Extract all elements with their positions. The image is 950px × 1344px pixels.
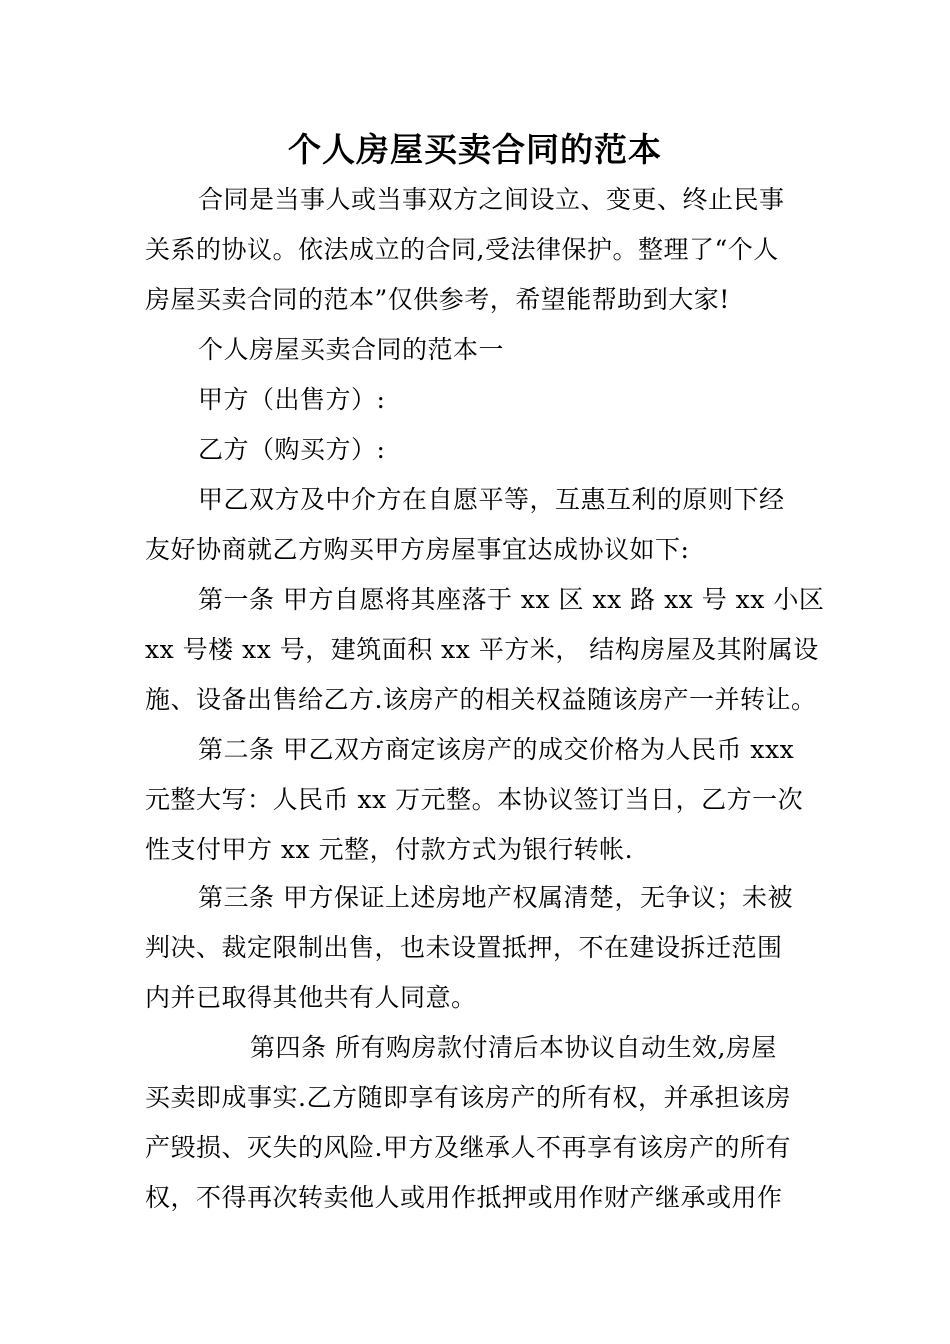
paragraph-line: 甲乙双方及中介方在自愿平等，互惠互利的原则下经 (198, 485, 785, 514)
paragraph-line: 内并已取得其他共有人同意。 (145, 983, 477, 1012)
paragraph-line: 第四条 所有购房款付清后本协议自动生效,房屋 (250, 1033, 777, 1062)
paragraph-line: 第二条 甲乙双方商定该房产的成交价格为人民币 xxx (198, 735, 795, 764)
paragraph-line: xx 号楼 xx 号，建筑面积 xx 平方米， 结构房屋及其附属设 (145, 635, 819, 664)
paragraph-line: 关系的协议。依法成立的合同,受法律保护。整理了“个人 (145, 235, 779, 264)
paragraph-line: 房屋买卖合同的范本”仅供参考，希望能帮助到大家! (145, 285, 730, 314)
paragraph-line: 判决、裁定限制出售，也未设置抵押，不在建设拆迁范围 (145, 933, 783, 962)
paragraph-line: 乙方（购买方）: (198, 435, 386, 464)
paragraph-line: 个人房屋买卖合同的范本一 (198, 335, 505, 364)
document-title: 个人房屋买卖合同的范本 (288, 130, 662, 169)
paragraph-line: 第一条 甲方自愿将其座落于 xx 区 xx 路 xx 号 xx 小区 (198, 585, 825, 614)
paragraph-line: 友好协商就乙方购买甲方房屋事宜达成协议如下: (145, 535, 690, 564)
paragraph-line: 权，不得再次转卖他人或用作抵押或用作财产继承或用作 (145, 1183, 783, 1212)
paragraph-line: 元整大写：人民币 xx 万元整。本协议签订当日，乙方一次 (145, 785, 804, 814)
paragraph-line: 甲方（出售方）: (198, 385, 386, 414)
paragraph-line: 第三条 甲方保证上述房地产权属清楚，无争议；未被 (198, 883, 793, 912)
paragraph-line: 性支付甲方 xx 元整，付款方式为银行转帐. (145, 835, 634, 864)
paragraph-line: 合同是当事人或当事双方之间设立、变更、终止民事 (198, 185, 785, 214)
paragraph-line: 买卖即成事实.乙方随即享有该房产的所有权，并承担该房 (145, 1083, 791, 1112)
paragraph-line: 产毁损、灭失的风险.甲方及继承人不再享有该房产的所有 (145, 1133, 791, 1162)
paragraph-line: 施、设备出售给乙方.该房产的相关权益随该房产一并转让。 (145, 685, 817, 714)
